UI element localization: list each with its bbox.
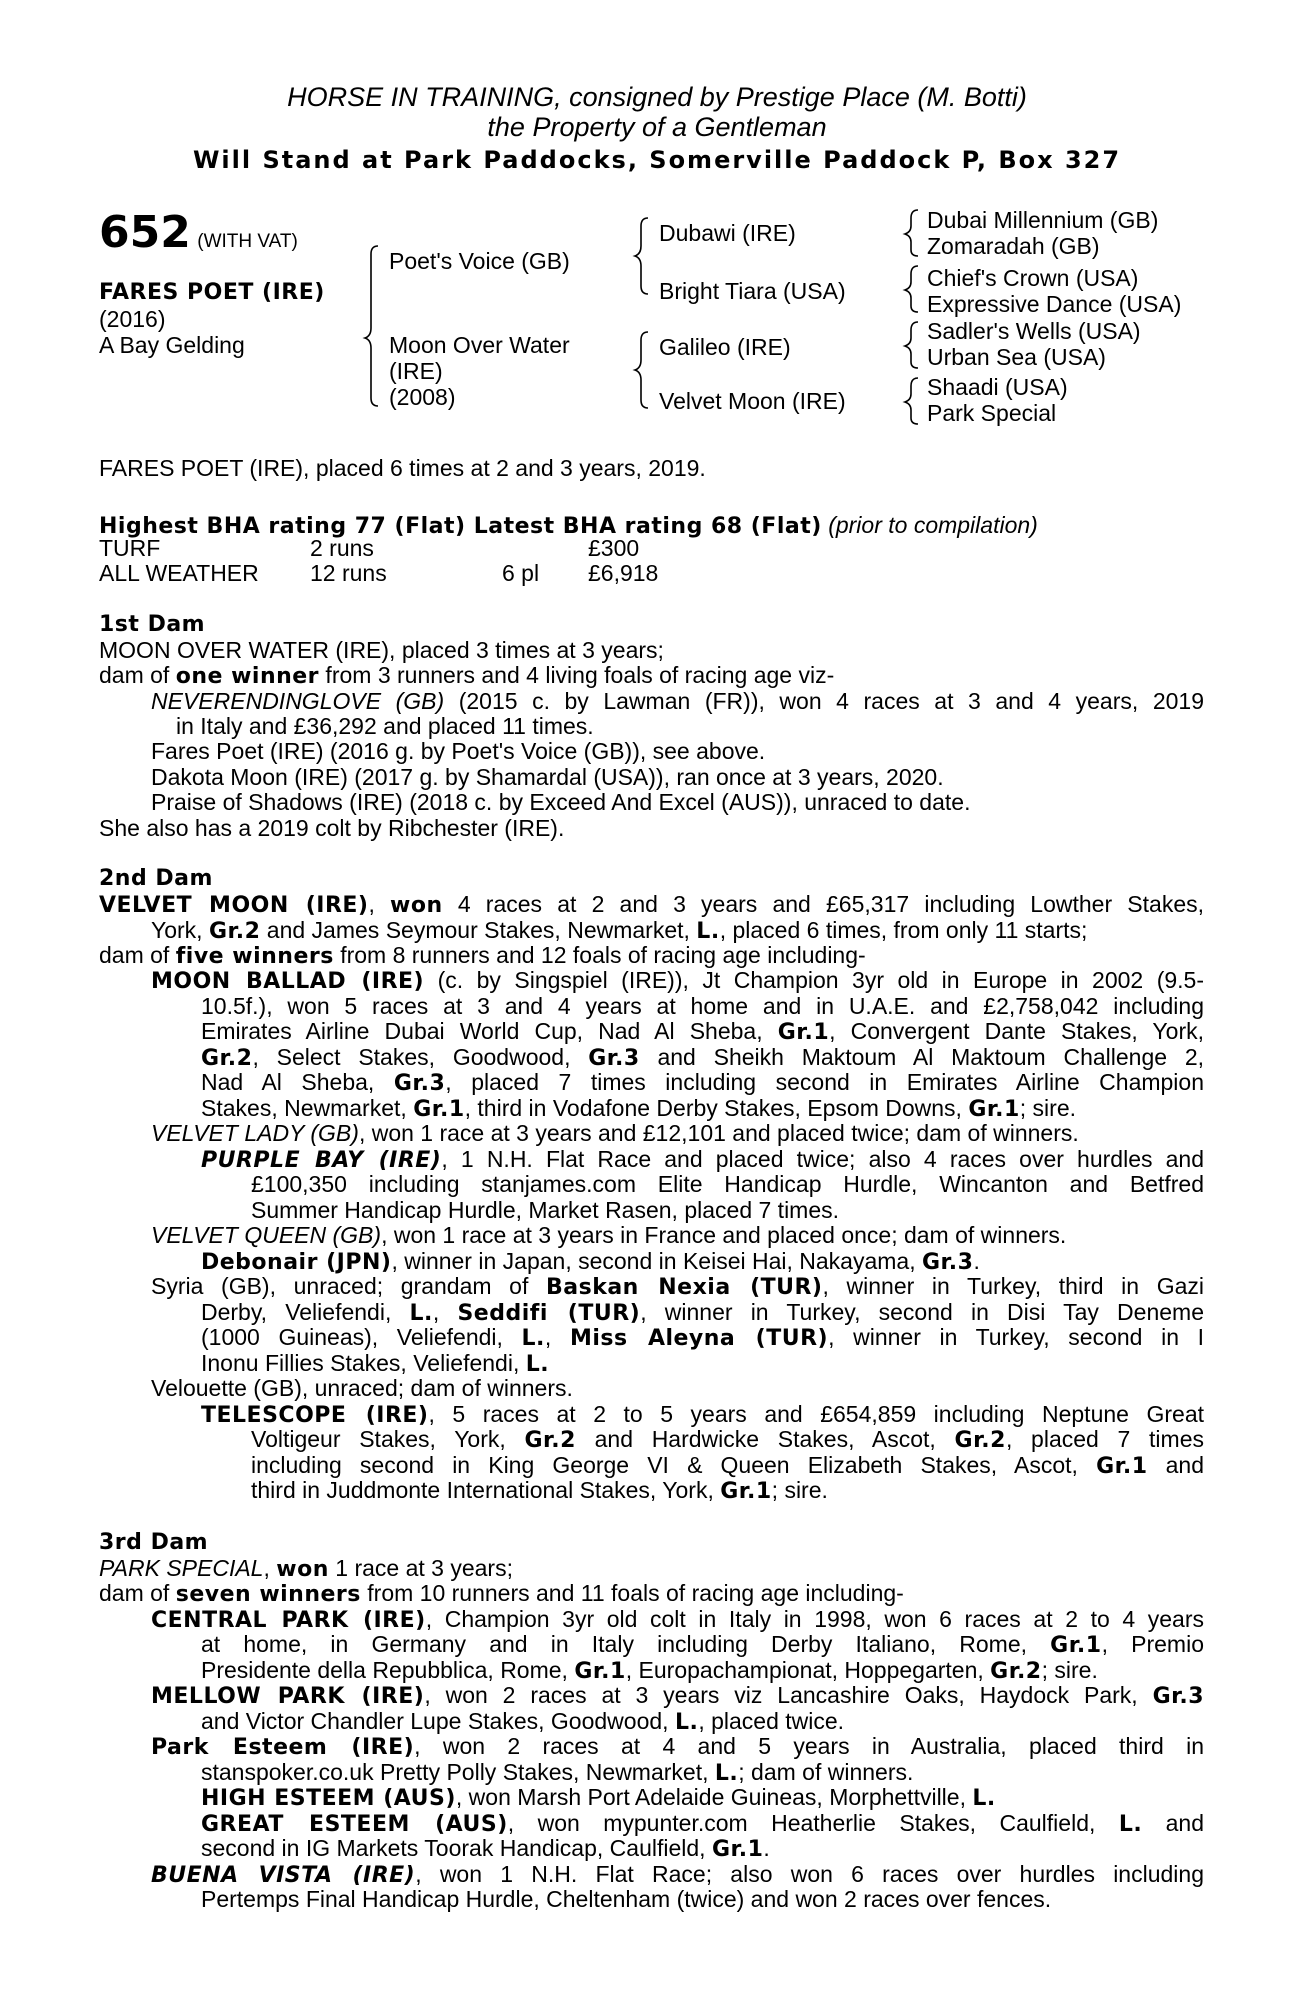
central-park-1: CENTRAL PARK (IRE), Champion 3yr old colt in Italy in 1998, won 6 races at 2 to 4 years bbox=[151, 1606, 1205, 1633]
ddd: Park Special bbox=[927, 400, 1057, 426]
buena-vista-2: Pertemps Final Handicap Hurdle, Cheltenham (twice) and won 2 races over fences. bbox=[201, 1886, 1052, 1912]
dam-dam: Velvet Moon (IRE) bbox=[659, 388, 846, 414]
produce-fares-poet: Fares Poet (IRE) (2016 g. by Poet's Voice (GB)), see above. bbox=[151, 738, 766, 764]
great-esteem-2: second in IG Markets Toorak Handicap, Caulfield, Gr.1. bbox=[201, 1835, 770, 1862]
third-dam-heading: 3rd Dam bbox=[99, 1530, 209, 1555]
dam-line-3: (2008) bbox=[389, 384, 456, 410]
sire: Poet's Voice (GB) bbox=[389, 248, 570, 274]
sss: Dubai Millennium (GB) bbox=[927, 207, 1159, 233]
second-dam-produce: dam of five winners from 8 runners and 12 foals of racing age including- bbox=[99, 942, 866, 969]
turf-prize: £300 bbox=[588, 535, 640, 561]
syria-2: Derby, Veliefendi, L., Seddifi (TUR), winner in Turkey, second in Disi Tay Deneme bbox=[201, 1299, 1204, 1326]
dam-line-1: Moon Over Water bbox=[389, 332, 570, 358]
velvet-queen: VELVET QUEEN (GB), won 1 race at 3 years in France and placed once; dam of winners. bbox=[151, 1222, 1067, 1248]
syria-3: (1000 Guineas), Veliefendi, L., Miss Aleyna (TUR), winner in Turkey, second in I bbox=[201, 1324, 1204, 1351]
foaling-year: (2016) bbox=[99, 306, 166, 332]
race-summary: FARES POET (IRE), placed 6 times at 2 and 3 years, 2019. bbox=[99, 455, 706, 481]
first-dam-produce: dam of one winner from 3 runners and 4 living foals of racing age viz- bbox=[99, 662, 835, 689]
purple-bay-1: PURPLE BAY (IRE), 1 N.H. Flat Race and placed twice; also 4 races over hurdles and bbox=[201, 1146, 1204, 1173]
dds-bracket bbox=[905, 378, 918, 424]
second-dam-line-2: York, Gr.2 and James Seymour Stakes, Newmarket, L., placed 6 times, from only 11 starts; bbox=[151, 917, 1088, 944]
aw-label: ALL WEATHER bbox=[99, 560, 259, 586]
aw-prize: £6,918 bbox=[588, 560, 659, 586]
dam-line-2: (IRE) bbox=[389, 358, 443, 384]
dss: Sadler's Wells (USA) bbox=[927, 318, 1141, 344]
produce-neverendinglove-cont: in Italy and £36,292 and placed 11 times. bbox=[176, 713, 594, 739]
telescope-1: TELESCOPE (IRE), 5 races at 2 to 5 years and £654,859 including Neptune Great bbox=[201, 1401, 1204, 1428]
ratings-note: (prior to compilation) bbox=[828, 512, 1038, 538]
property-line: the Property of a Gentleman bbox=[487, 112, 827, 142]
sire-dam: Bright Tiara (USA) bbox=[659, 278, 846, 304]
consignor-line: HORSE IN TRAINING, consigned by Prestige Place (M. Botti) bbox=[287, 82, 1027, 112]
aw-placed: 6 pl bbox=[502, 560, 540, 586]
moon-ballad-1: MOON BALLAD (IRE) (c. by Singspiel (IRE)), Jt Champion 3yr old in Europe in 2002 (9.5- bbox=[151, 967, 1204, 994]
produce-2019-colt: She also has a 2019 colt by Ribchester (IRE). bbox=[99, 815, 565, 841]
produce-praise-of-shadows: Praise of Shadows (IRE) (2018 c. by Exceed And Excel (AUS)), unraced to date. bbox=[151, 789, 971, 815]
mellow-park-2: and Victor Chandler Lupe Stakes, Goodwood, L., placed twice. bbox=[201, 1708, 845, 1735]
dds: Shaadi (USA) bbox=[927, 374, 1068, 400]
central-park-3: Presidente della Repubblica, Rome, Gr.1, Europachampionat, Hoppegarten, Gr.2; sire. bbox=[201, 1657, 1098, 1684]
high-esteem: HIGH ESTEEM (AUS), won Marsh Port Adelaide Guineas, Morphettville, L. bbox=[201, 1784, 996, 1811]
sds-bracket bbox=[905, 266, 918, 312]
dam-sire: Galileo (IRE) bbox=[659, 334, 791, 360]
moon-ballad-4: Gr.2, Select Stakes, Goodwood, Gr.3 and Sheikh Maktoum Al Maktoum Challenge 2, bbox=[201, 1044, 1205, 1071]
syria-1: Syria (GB), unraced; grandam of Baskan Nexia (TUR), winner in Turkey, third in Gazi bbox=[151, 1273, 1205, 1300]
lot-number: 652 bbox=[99, 207, 191, 258]
produce-dakota-moon: Dakota Moon (IRE) (2017 g. by Shamardal (USA)), ran once at 3 years, 2020. bbox=[151, 764, 944, 790]
aw-runs: 12 runs bbox=[310, 560, 387, 586]
sdd: Expressive Dance (USA) bbox=[927, 291, 1182, 317]
second-dam-line-1: VELVET MOON (IRE), won 4 races at 2 and 3 years and £65,317 including Lowther Stakes, bbox=[99, 891, 1204, 918]
mellow-park-1: MELLOW PARK (IRE), won 2 races at 3 years viz Lancashire Oaks, Haydock Park, Gr.3 bbox=[151, 1682, 1204, 1709]
second-dam-heading: 2nd Dam bbox=[99, 866, 213, 891]
moon-ballad-6: Stakes, Newmarket, Gr.1, third in Vodafone Derby Stakes, Epsom Downs, Gr.1; sire. bbox=[201, 1095, 1076, 1122]
purple-bay-2: £100,350 including stanjames.com Elite Handicap Hurdle, Wincanton and Betfred bbox=[251, 1171, 1204, 1197]
telescope-4: third in Juddmonte International Stakes, York, Gr.1; sire. bbox=[251, 1477, 828, 1504]
telescope-2: Voltigeur Stakes, York, Gr.2 and Hardwicke Stakes, Ascot, Gr.2, placed 7 times bbox=[251, 1426, 1204, 1453]
horse-name: FARES POET (IRE) bbox=[99, 280, 325, 305]
third-dam-produce: dam of seven winners from 10 runners and 11 foals of racing age including- bbox=[99, 1580, 904, 1607]
stabling-line: Will Stand at Park Paddocks, Somerville Paddock P, Box 327 bbox=[192, 146, 1122, 174]
dam-line-bracket bbox=[635, 332, 648, 408]
sss-bracket bbox=[905, 210, 918, 256]
sire-dam-bracket bbox=[365, 246, 378, 406]
moon-ballad-5: Nad Al Sheba, Gr.3, placed 7 times including second in Emirates Airline Champion bbox=[201, 1069, 1204, 1096]
park-esteem-2: stanspoker.co.uk Pretty Polly Stakes, Newmarket, L.; dam of winners. bbox=[201, 1759, 914, 1786]
telescope-3: including second in King George VI & Queen Elizabeth Stakes, Ascot, Gr.1 and bbox=[251, 1452, 1204, 1479]
sds: Chief's Crown (USA) bbox=[927, 265, 1139, 291]
great-esteem-1: GREAT ESTEEM (AUS), won mypunter.com Heatherlie Stakes, Caulfield, L. and bbox=[201, 1810, 1205, 1837]
first-dam-heading: 1st Dam bbox=[99, 612, 206, 637]
first-dam-line: MOON OVER WATER (IRE), placed 3 times at 3 years; bbox=[99, 637, 664, 663]
sire-sire: Dubawi (IRE) bbox=[659, 220, 796, 246]
third-dam-line-1: PARK SPECIAL, won 1 race at 3 years; bbox=[99, 1555, 513, 1582]
debonair: Debonair (JPN), winner in Japan, second in Keisei Hai, Nakayama, Gr.3. bbox=[201, 1248, 980, 1275]
bha-ratings: Highest BHA rating 77 (Flat) Latest BHA rating 68 (Flat) bbox=[99, 514, 822, 539]
ssd: Zomaradah (GB) bbox=[927, 233, 1100, 259]
velouette: Velouette (GB), unraced; dam of winners. bbox=[151, 1375, 573, 1401]
dss-bracket bbox=[905, 322, 918, 368]
park-esteem-1: Park Esteem (IRE), won 2 races at 4 and 5 years in Australia, placed third in bbox=[151, 1733, 1204, 1760]
dsd: Urban Sea (USA) bbox=[927, 344, 1106, 370]
produce-neverendinglove: NEVERENDINGLOVE (GB) (2015 c. by Lawman (FR)), won 4 races at 3 and 4 years, 2019 bbox=[151, 688, 1204, 714]
ratings-heading-line bbox=[99, 512, 1038, 540]
moon-ballad-2: 10.5f.), won 5 races at 3 and 4 years at home and in U.A.E. and £2,758,042 including bbox=[201, 993, 1204, 1019]
turf-runs: 2 runs bbox=[310, 535, 374, 561]
vat-note: (WITH VAT) bbox=[197, 231, 298, 252]
purple-bay-3: Summer Handicap Hurdle, Market Rasen, placed 7 times. bbox=[251, 1197, 840, 1223]
sire-line-bracket bbox=[635, 218, 648, 294]
syria-4: Inonu Fillies Stakes, Veliefendi, L. bbox=[201, 1350, 550, 1377]
velvet-lady: VELVET LADY (GB), won 1 race at 3 years and £12,101 and placed twice; dam of winners. bbox=[151, 1120, 1079, 1146]
turf-label: TURF bbox=[99, 535, 161, 561]
moon-ballad-3: Emirates Airline Dubai World Cup, Nad Al Sheba, Gr.1, Convergent Dante Stakes, York, bbox=[201, 1018, 1205, 1045]
central-park-2: at home, in Germany and in Italy including Derby Italiano, Rome, Gr.1, Premio bbox=[201, 1631, 1204, 1658]
horse-description: A Bay Gelding bbox=[99, 332, 245, 358]
buena-vista-1: BUENA VISTA (IRE), won 1 N.H. Flat Race; also won 6 races over hurdles including bbox=[151, 1861, 1204, 1888]
